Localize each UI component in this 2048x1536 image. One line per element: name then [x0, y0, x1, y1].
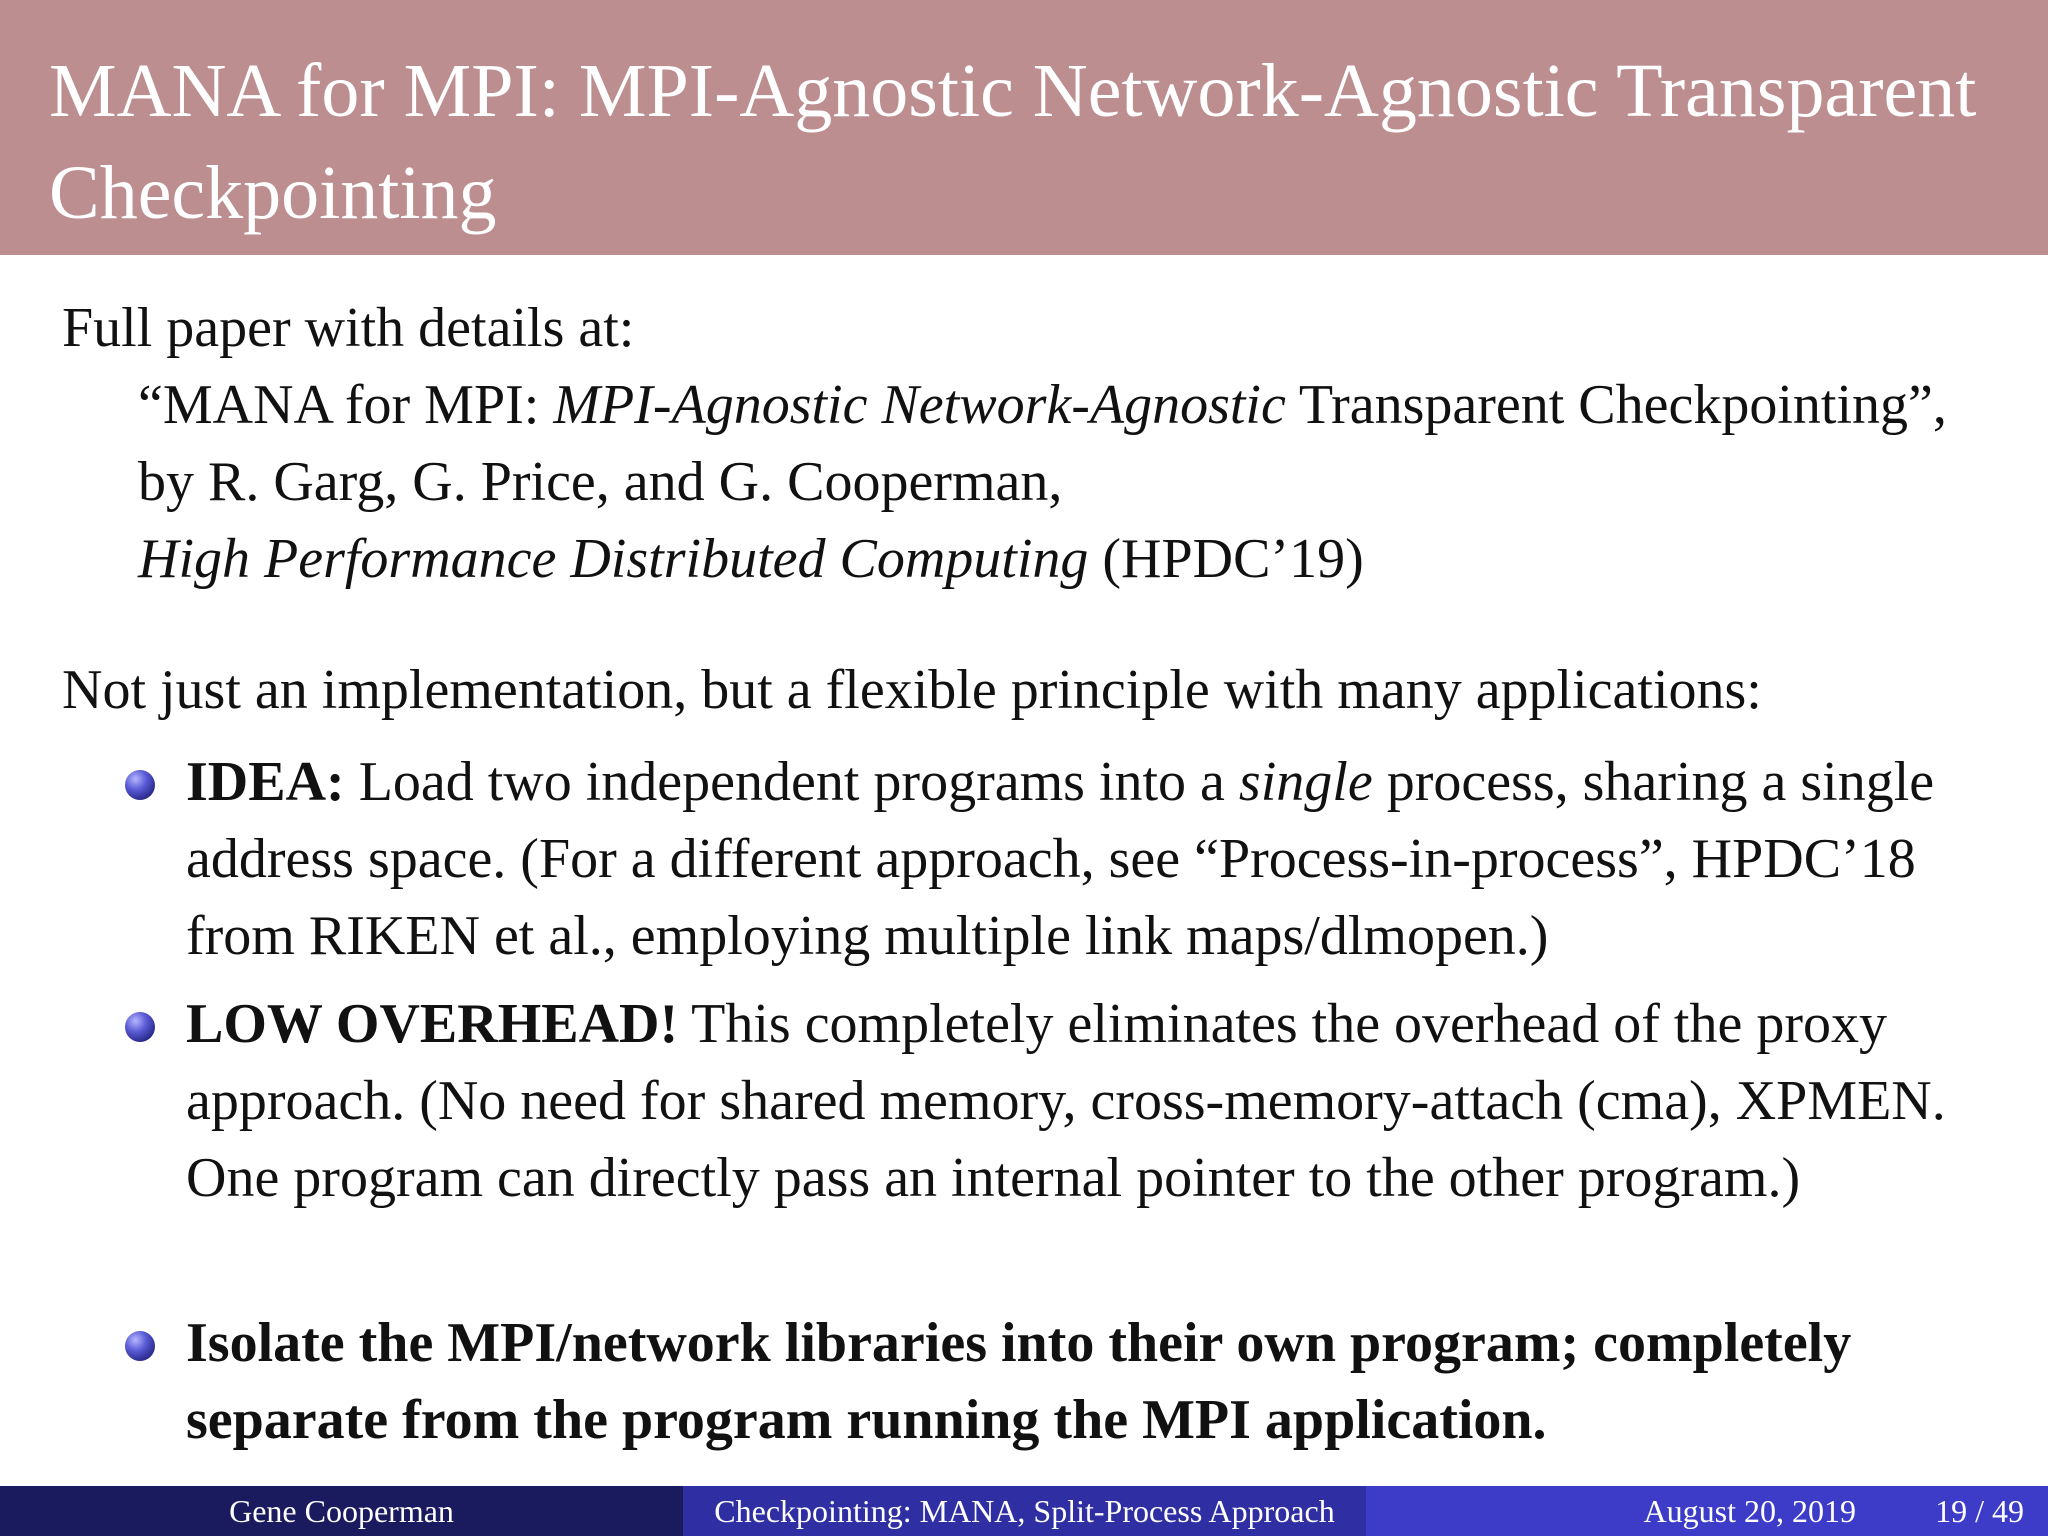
slide-title: MANA for MPI: MPI-Agnostic Network-Agnostic Transparent Checkpointing — [49, 49, 1977, 235]
footer-right-section — [1366, 1486, 2048, 1536]
citation-title-rest: Transparent Checkpointing”, by R. Garg, G. Price, and G. Cooperman, — [138, 374, 1947, 513]
bullet-low-overhead — [186, 986, 2016, 1217]
bullet-ball-icon — [125, 1012, 155, 1042]
citation-title-italic: MPI-Agnostic Network-Agnostic — [553, 374, 1286, 436]
bullet-ball-icon — [125, 1331, 155, 1361]
bullet-idea-text-b: process, sharing a single address space. (For a different approach, see “Process-in-process”, HPDC’18 from RIKEN et al., employing multiple link maps/dlmopen.) — [186, 751, 1935, 967]
bullet-idea-text-a: Load two independent programs into a — [344, 751, 1239, 813]
citation-venue-italic: High Performance Distributed Computing — [138, 528, 1089, 590]
footer-page-number: 19 / 49 — [1935, 1493, 2024, 1529]
paper-citation — [138, 367, 1998, 598]
bullet-low-overhead-lead: LOW OVERHEAD! — [186, 993, 679, 1055]
bullet-idea — [186, 744, 2016, 975]
bullet-idea-lead: IDEA: — [186, 751, 345, 813]
footer-author: Gene Cooperman — [0, 1486, 683, 1536]
citation-venue-rest: (HPDC’19) — [1088, 528, 1364, 590]
footer-date: August 20, 2019 — [1643, 1493, 1856, 1529]
bullet-ball-icon — [125, 770, 155, 800]
bullet-isolate — [186, 1305, 2016, 1459]
bullet-isolate-text: Isolate the MPI/network libraries into their own program; completely separate from the program running the MPI application. — [186, 1312, 1852, 1451]
intro-text: Full paper with details at: — [62, 297, 635, 359]
bullet-low-overhead-text: This completely eliminates the overhead of the proxy approach. (No need for shared memory, cross-memory-attach (cma), XPMEN. One program can directly pass an internal pointer to the other program.) — [186, 993, 1946, 1209]
section-heading: Not just an implementation, but a flexible principle with many applications: — [62, 659, 1762, 721]
title-bar — [0, 0, 2048, 255]
bullet-idea-emphasis: single — [1238, 751, 1373, 813]
footer-talk-title: Checkpointing: MANA, Split-Process Approach — [683, 1486, 1366, 1536]
footer-bar — [0, 1486, 2048, 1536]
citation-quote-open: “MANA for MPI: — [138, 374, 554, 436]
